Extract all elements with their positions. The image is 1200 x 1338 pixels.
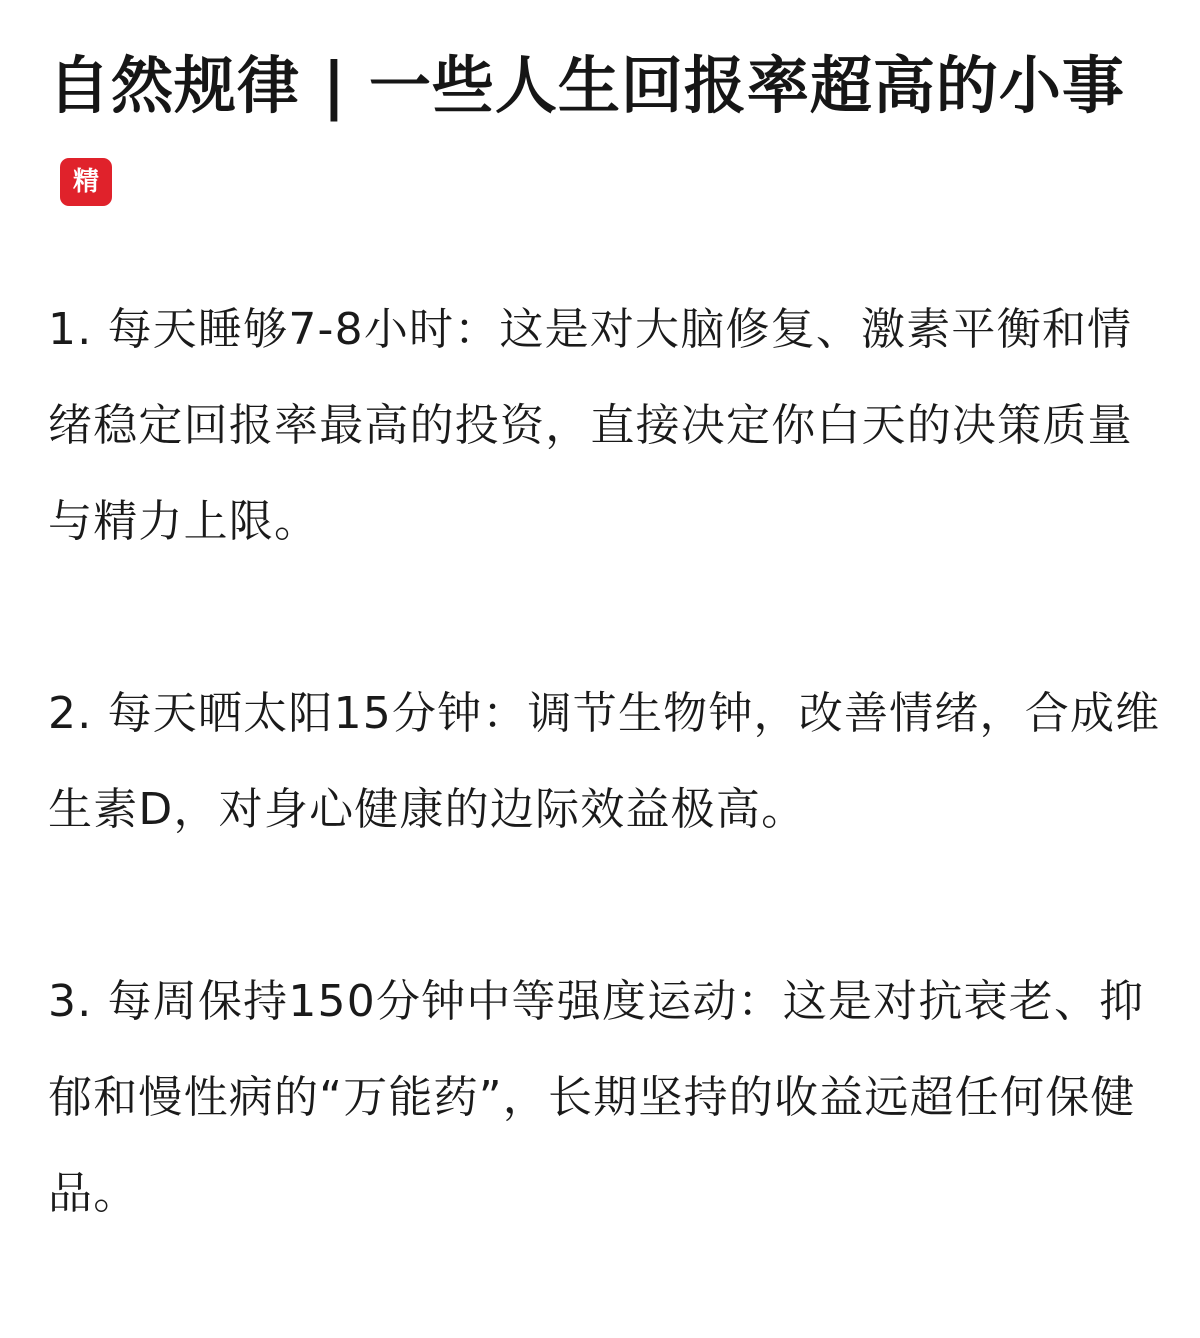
tip-paragraph-2: 2. 每天晒太阳15分钟：调节生物钟，改善情绪，合成维生素D，对身心健康的边际效益极高。 — [48, 688, 1161, 835]
tip-paragraph-3: 3. 每周保持150分钟中等强度运动：这是对抗衰老、抑郁和慢性病的“万能药”，长期坚持的收益远超任何保健品。 — [48, 976, 1145, 1219]
tip-paragraph-1: 1. 每天睡够7-8小时：这是对大脑修复、激素平衡和情绪稳定回报率最高的投资，直接决定你白天的决策质量与精力上限。 — [48, 304, 1133, 547]
article-title: 自然规律 | 一些人生回报率超高的小事 — [48, 49, 1125, 122]
article-body — [48, 282, 1168, 1338]
featured-badge: 精 — [60, 158, 112, 206]
